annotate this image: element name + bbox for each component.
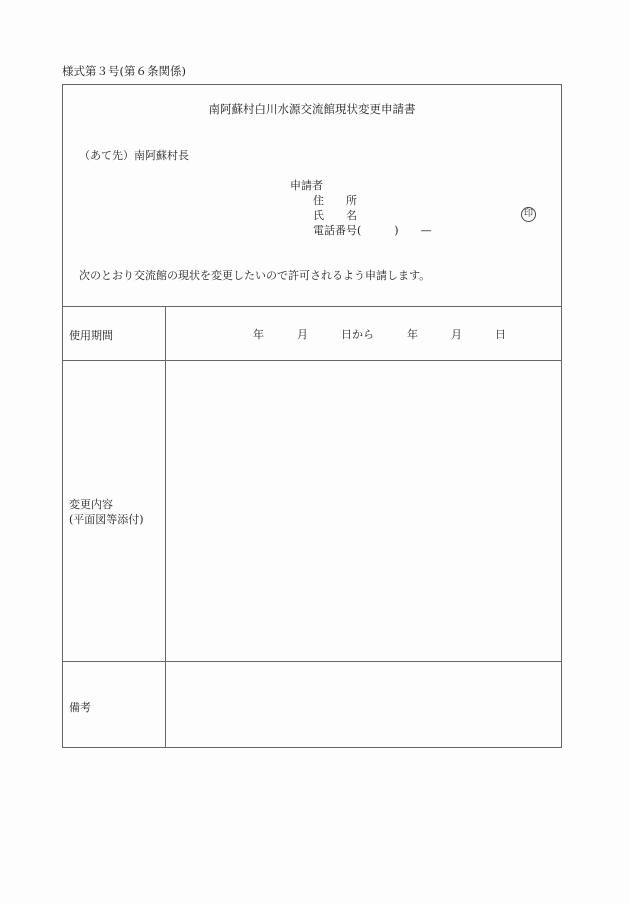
change-content-sublabel: (平面図等添付) xyxy=(69,513,144,526)
period-label: 使用期間 xyxy=(69,329,113,342)
form-title: 南阿蘇村白川水源交流館現状変更申請書 xyxy=(208,102,416,116)
divider xyxy=(63,360,561,361)
remarks-field[interactable] xyxy=(167,663,560,747)
address-field-label: 住 所 xyxy=(313,194,357,207)
remarks-label: 備考 xyxy=(69,701,91,714)
addressee: （あて先）南阿蘇村長 xyxy=(79,149,189,162)
column-divider xyxy=(165,306,166,747)
name-field-label: 氏 名 xyxy=(313,209,357,222)
period-field[interactable]: 年 月 日から 年 月 日 xyxy=(253,328,506,341)
change-content-label: 変更内容 xyxy=(69,498,113,511)
form-number: 様式第３号(第６条関係) xyxy=(62,64,186,78)
divider xyxy=(63,661,561,662)
seal-icon: 印 xyxy=(521,207,536,222)
divider xyxy=(63,306,561,307)
application-form xyxy=(62,84,562,748)
application-statement: 次のとおり交流館の現状を変更したいので許可されるよう申請します。 xyxy=(79,269,431,282)
phone-field-label: 電話番号( ) — xyxy=(313,224,432,237)
applicant-label: 申請者 xyxy=(290,179,323,192)
change-content-field[interactable] xyxy=(167,362,560,660)
